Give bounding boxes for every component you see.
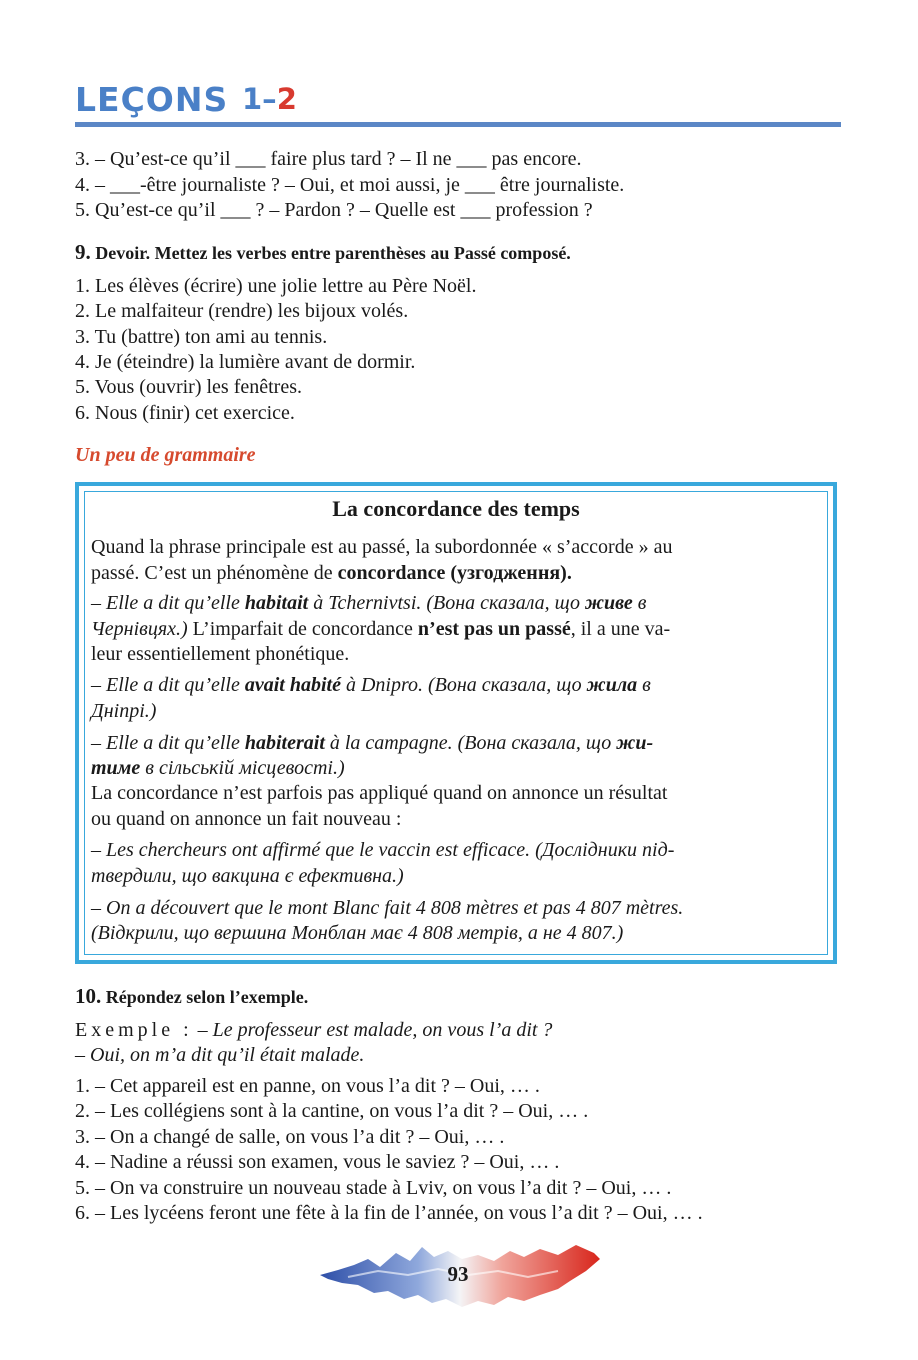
task-instruction: Devoir. Mettez les verbes entre parenthèses au Passé composé.: [95, 243, 571, 263]
rule-text: leur essentiellement phonétique.: [91, 643, 350, 665]
example-line: [91, 756, 823, 781]
example-text: в: [637, 674, 651, 696]
highlight-verb: habiterait: [244, 732, 325, 754]
example-text: – Le professeur est malade, on vous l’a dit ?: [192, 1019, 553, 1041]
exercise-line: 4. – ___-être journaliste ? – Oui, et moi aussi, je ___ être journaliste.: [75, 174, 625, 196]
example-line: [91, 673, 823, 698]
example-text: à Tchernivtsi. (Вона сказала, що: [308, 592, 586, 614]
task-number: 9.: [75, 240, 91, 264]
highlight-verb: тиме: [91, 757, 141, 779]
example-text: à Dnipro. (Вона сказала, що: [340, 674, 587, 696]
example-text: в: [632, 592, 647, 614]
rule-text: La concordance n’est parfois pas appliqué quand on annonce un résultat: [91, 782, 668, 804]
rule-text-part: , il a une va-: [570, 618, 671, 640]
example-text: Чернівцях.): [91, 618, 188, 640]
lesson-range-end: 2: [276, 82, 297, 116]
highlight-verb: habitait: [244, 592, 309, 614]
task-9-item: 2. Le malfaiteur (rendre) les bijoux volés.: [75, 300, 409, 322]
lesson-range: [242, 82, 297, 116]
rule-term: n’est pas un passé: [417, 618, 571, 640]
grammar-heading: Un peu de grammaire: [75, 444, 256, 466]
example-text: – Elle a dit qu’elle: [91, 674, 245, 696]
task-number: 10.: [75, 984, 102, 1008]
example-line: (Відкрили, що вершина Монблан має 4 808 метрів, а не 4 807.): [91, 922, 624, 944]
example-text: – Elle a dit qu’elle: [91, 592, 245, 614]
task-instruction: Répondez selon l’exemple.: [105, 987, 309, 1007]
task-9-item: 5. Vous (ouvrir) les fenêtres.: [75, 376, 302, 398]
example-line: – On a découvert que le mont Blanc fait 4 808 mètres et pas 4 807 mètres.: [91, 897, 684, 919]
example-line: – Oui, on m’a dit qu’il était malade.: [75, 1044, 365, 1066]
task-10-item: 4. – Nadine a réussi son examen, vous le saviez ? – Oui, … .: [75, 1151, 560, 1173]
rule-text: [91, 561, 823, 586]
highlight-verb: жи-: [616, 732, 654, 754]
example-text: – Elle a dit qu’elle: [91, 732, 245, 754]
example-text: в сільській місцевості.): [140, 757, 345, 779]
rule-text: Quand la phrase principale est au passé, la subordonnée « s’accorde » au: [91, 536, 673, 558]
task-9-item: 4. Je (éteindre) la lumière avant de dormir.: [75, 351, 416, 373]
lessons-title: LEÇONS: [75, 80, 229, 119]
grammar-box-title: La concordance des temps: [332, 496, 580, 521]
example-line: [91, 617, 823, 642]
exercise-line: 5. Qu’est-ce qu’il ___ ? – Pardon ? – Quelle est ___ profession ?: [75, 199, 593, 221]
lesson-range-start: 1–: [242, 82, 277, 116]
highlight-verb: жила: [586, 674, 638, 696]
example-text: à la campagne. (Вона сказала, що: [324, 732, 617, 754]
example-line: твердили, що вакцина є ефективна.): [91, 865, 404, 887]
task-9-item: 6. Nous (finir) cet exercice.: [75, 402, 295, 424]
highlight-verb: avait habité: [244, 674, 341, 696]
page-header: [75, 78, 841, 128]
example-line: – Les chercheurs ont affirmé que le vaccin est efficace. (Дослідники під-: [91, 839, 675, 861]
task-10-item: 5. – On va construire un nouveau stade à Lviv, on vous l’a dit ? – Oui, … .: [75, 1177, 672, 1199]
task-10-item: 6. – Les lycéens feront une fête à la fin de l’année, on vous l’a dit ? – Oui, … .: [75, 1202, 703, 1224]
exercise-line: 3. – Qu’est-ce qu’il ___ faire plus tard ? – Il ne ___ pas encore.: [75, 148, 582, 170]
highlight-verb: живе: [585, 592, 633, 614]
task-9-heading: [75, 240, 571, 265]
page-number: 93: [447, 1262, 469, 1286]
rule-text-part: passé. C’est un phénomène de: [91, 562, 338, 584]
example-line: [75, 1018, 552, 1043]
example-line: [91, 731, 823, 756]
rule-text: ou quand on annonce un fait nouveau :: [91, 808, 402, 830]
task-10-item: 3. – On a changé de salle, on vous l’a dit ? – Oui, … .: [75, 1126, 505, 1148]
example-line: Дніпрі.): [91, 700, 157, 722]
example-line: [91, 591, 823, 616]
rule-text-part: L’imparfait de concordance: [187, 618, 418, 640]
task-9-item: 3. Tu (battre) ton ami au tennis.: [75, 326, 328, 348]
task-10-item: 2. – Les collégiens sont à la cantine, on vous l’a dit ? – Oui, … .: [75, 1100, 589, 1122]
header-rule: [75, 122, 841, 127]
rule-term: concordance (узгодження).: [337, 562, 572, 584]
example-label: Exemple :: [75, 1019, 193, 1041]
task-10-item: 1. – Cet appareil est en panne, on vous l’a dit ? – Oui, … .: [75, 1075, 540, 1097]
task-9-item: 1. Les élèves (écrire) une jolie lettre au Père Noël.: [75, 275, 477, 297]
task-10-heading: [75, 984, 308, 1009]
